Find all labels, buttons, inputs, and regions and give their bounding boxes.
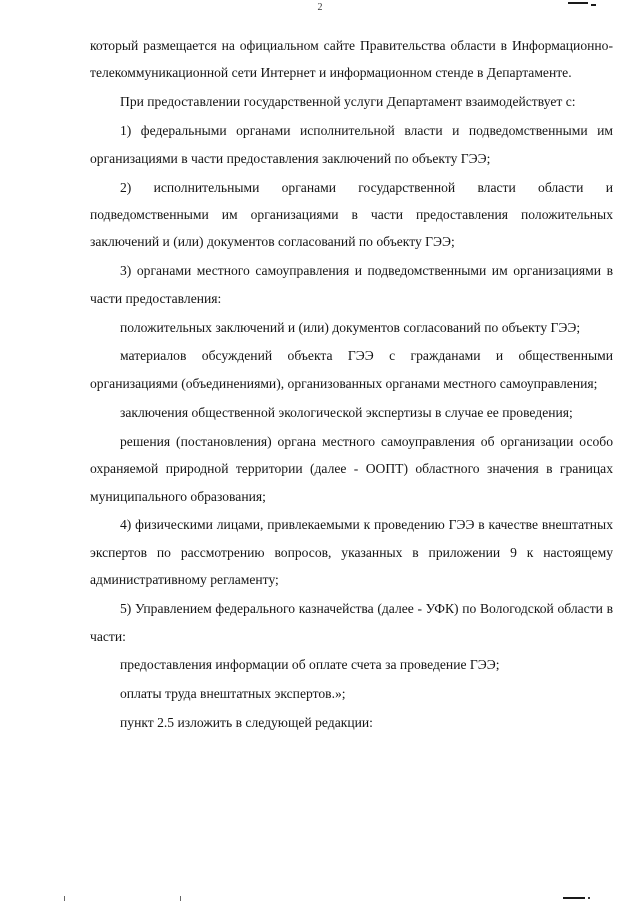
page-number: 2 — [317, 2, 323, 13]
scan-mark-bottom-left — [180, 896, 181, 901]
scan-mark-top — [568, 2, 588, 4]
paragraph: оплаты труда внештатных экспертов.»; — [120, 686, 346, 702]
paragraph: 4) физическими лицами, привлекаемыми к проведению ГЭЭ в качестве внештатных экспертов по рассмотрению вопросов, указанных в приложении 9 к настоящему административному регламенту; — [90, 517, 613, 588]
paragraph: предоставления информации об оплате счета за проведение ГЭЭ; — [120, 657, 500, 673]
paragraph: решения (постановления) органа местного самоуправления об организации особо охраняемой природной территории (далее - ООПТ) областного значения в границах муниципального образования; — [90, 433, 613, 504]
paragraph: пункт 2.5 изложить в следующей редакции: — [120, 715, 373, 731]
scan-mark-bottom-dot — [588, 897, 590, 899]
paragraph: 1) федеральными органами исполнительной власти и подведомственными им организациями в части предоставления заключений по объекту ГЭЭ; — [90, 123, 613, 166]
scan-mark-bottom-left — [64, 896, 65, 901]
document-body — [90, 32, 613, 738]
paragraph: 5) Управлением федерального казначейства (далее - УФК) по Вологодской области в части: — [90, 601, 613, 644]
scan-mark-top-small — [591, 4, 596, 6]
paragraph: заключения общественной экологической экспертизы в случае ее проведения; — [120, 404, 573, 420]
paragraph: 2) исполнительными органами государственной власти области и подведомственными им организациями в части предоставления положительных заключений и (или) документов согласований по объекту ГЭЭ; — [90, 179, 613, 250]
paragraph: материалов обсуждений объекта ГЭЭ с гражданами и общественными организациями (объединениями), организованных органами местного самоуправления; — [90, 348, 613, 391]
paragraph: который размещается на официальном сайте Правительства области в Информационно-телекоммуникационной сети Интернет и информационном стенде в Департаменте. — [90, 38, 613, 81]
scan-mark-bottom — [563, 897, 585, 899]
paragraph: 3) органами местного самоуправления и подведомственными им организациями в части предоставления: — [90, 263, 613, 306]
paragraph: При предоставлении государственной услуги Департамент взаимодействует с: — [120, 94, 576, 110]
paragraph: положительных заключений и (или) документов согласований по объекту ГЭЭ; — [120, 319, 581, 335]
